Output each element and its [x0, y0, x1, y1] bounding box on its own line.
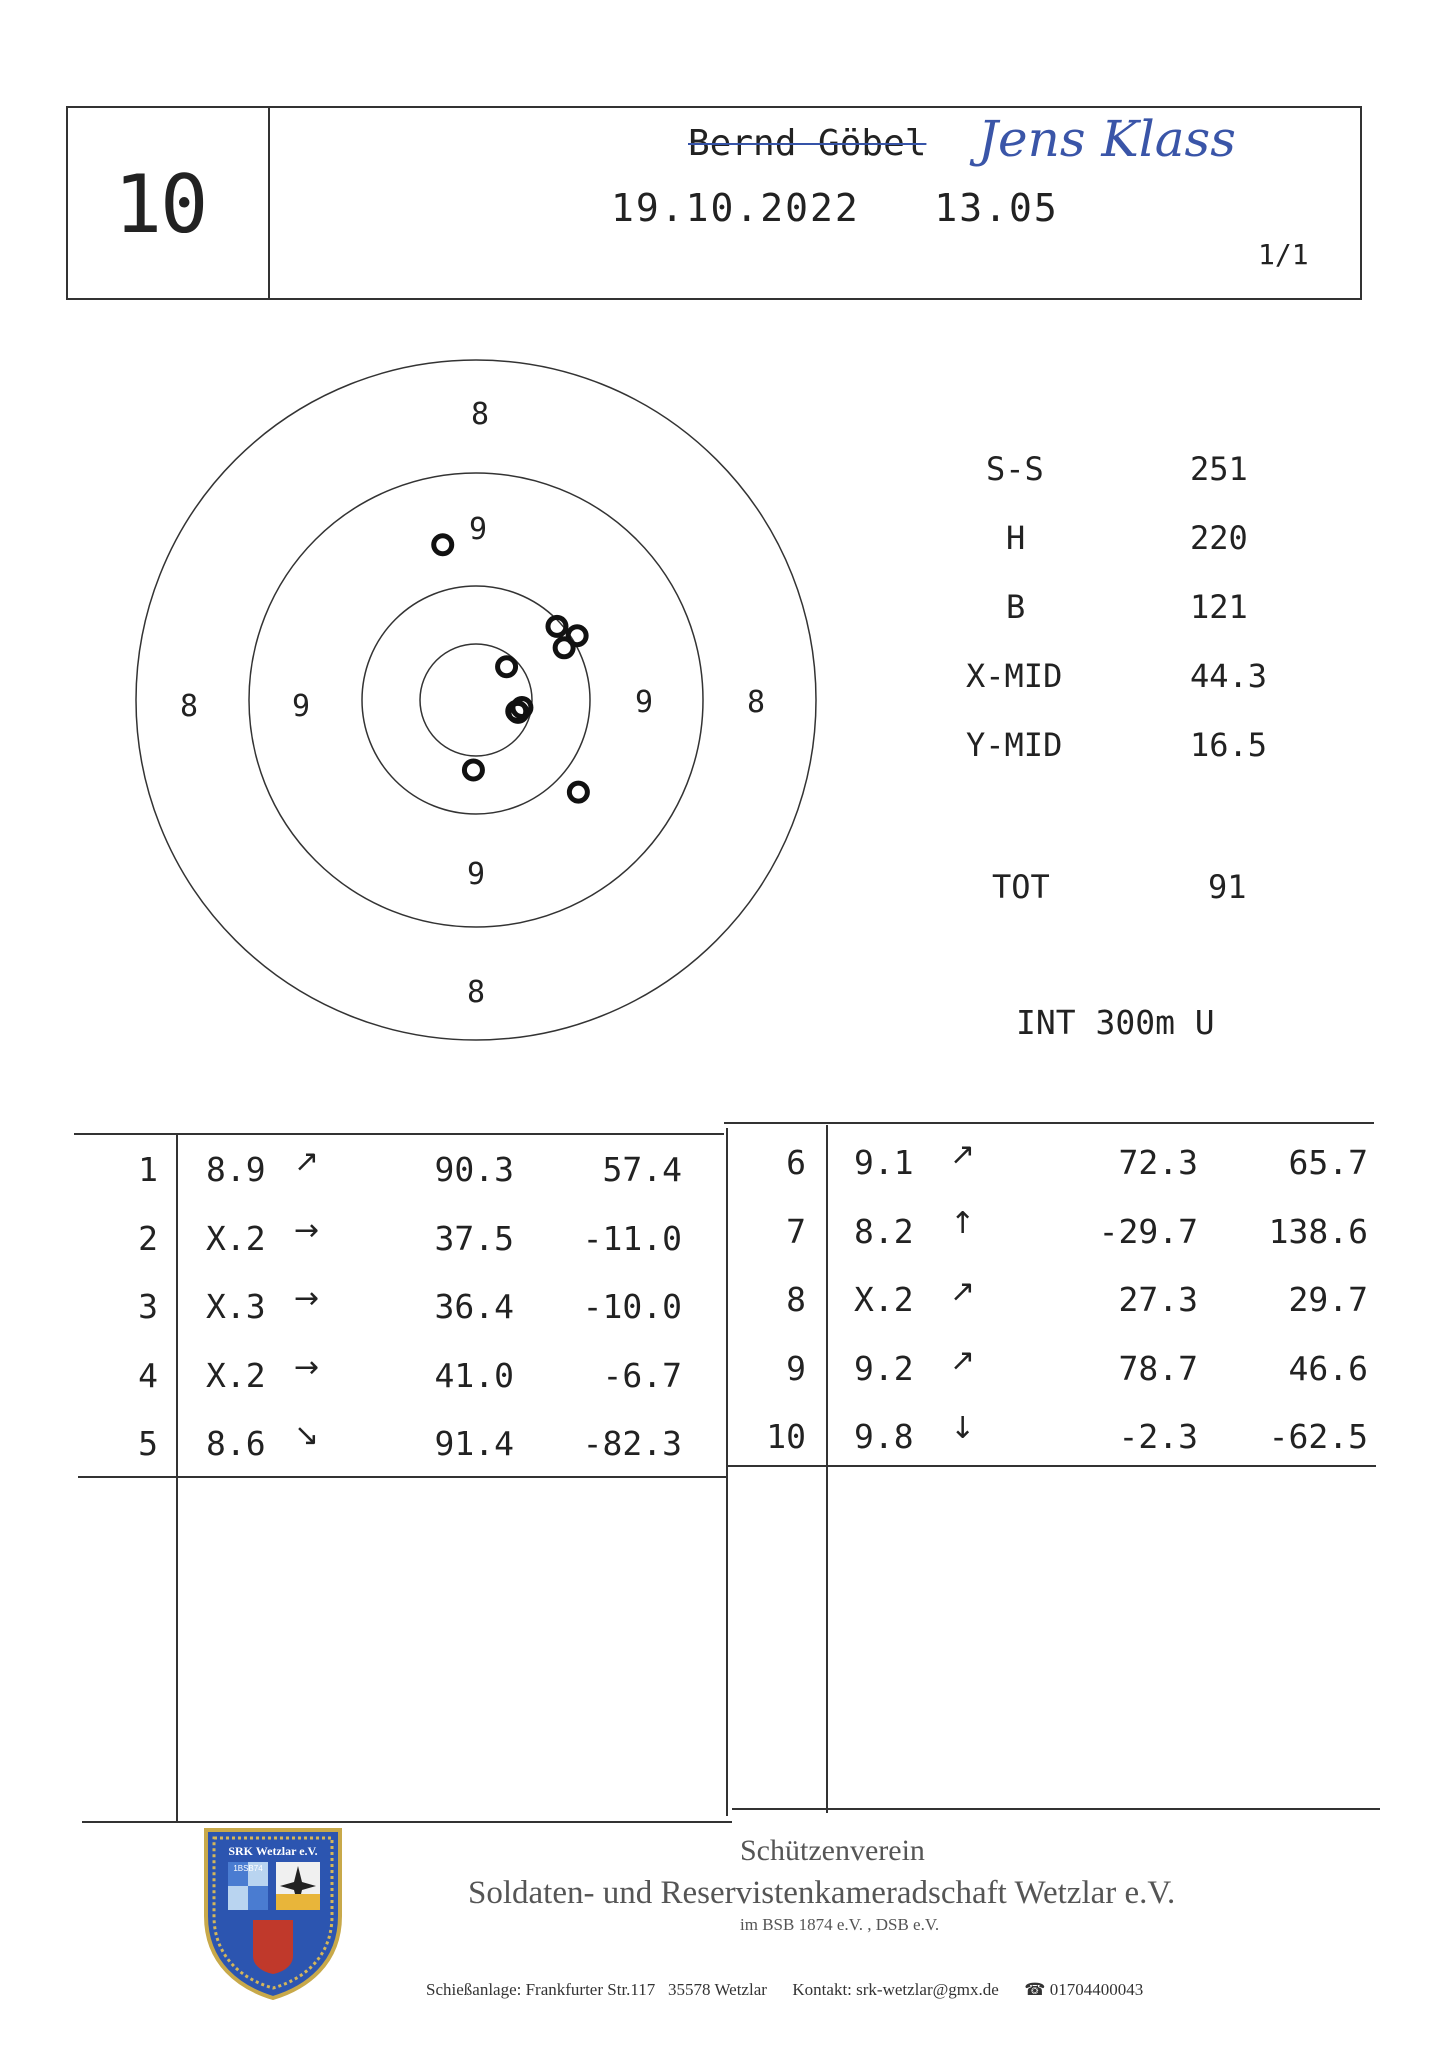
shot-number: 2 [138, 1218, 158, 1258]
shot-number: 4 [138, 1355, 158, 1395]
table-top-rule-left [74, 1133, 724, 1135]
stat-value: 44.3 [1190, 657, 1268, 695]
shot-number: 10 [766, 1417, 806, 1456]
stat-label: B [1006, 588, 1026, 626]
header-box [66, 106, 1362, 300]
shot-number: 3 [138, 1287, 158, 1326]
page-count: 1/1 [1258, 238, 1309, 271]
shot-y: -82.3 [582, 1424, 682, 1463]
discipline-label: INT 300m U [1016, 1003, 1215, 1042]
club-full-name: Soldaten- und Reservistenkameradschaft Wetzlar e.V. [468, 1875, 1176, 1911]
shot-score: 8.9 [206, 1150, 266, 1189]
shot-y: -10.0 [582, 1287, 682, 1326]
shot-mark-7 [434, 536, 452, 554]
shot-y: 57.4 [602, 1150, 682, 1189]
shot-direction-icon: ↗ [950, 1137, 976, 1172]
table-bottom-rule-left [82, 1821, 732, 1823]
shot-score: 9.1 [854, 1143, 914, 1182]
shot-direction-icon: ↘ [294, 1418, 320, 1453]
shot-x: -2.3 [1118, 1417, 1198, 1456]
shot-number: 6 [786, 1143, 806, 1182]
shot-direction-icon: ↓ [950, 1411, 976, 1446]
ring-label-top-8: 8 [471, 397, 490, 432]
shot-direction-icon: ↑ [950, 1205, 976, 1241]
shot-y: 65.7 [1288, 1143, 1368, 1182]
table-bottom-rule-right [732, 1808, 1380, 1810]
ring-outer [136, 360, 816, 1040]
club-association: im BSB 1874 e.V. , DSB e.V. [740, 1915, 940, 1934]
target-diagram [130, 350, 830, 1050]
stat-label: S-S [986, 450, 1044, 488]
shot-x: 90.3 [434, 1150, 514, 1189]
shot-y: 46.6 [1288, 1348, 1368, 1388]
shot-number: 7 [786, 1211, 806, 1251]
shot-y: -11.0 [582, 1218, 682, 1258]
shot-score: 8.2 [854, 1211, 914, 1251]
shot-x: 37.5 [434, 1218, 514, 1258]
shot-number: 1 [138, 1150, 158, 1189]
stat-label: Y-MID [966, 726, 1063, 764]
shot-y: 29.7 [1288, 1280, 1368, 1319]
shot-score: X.2 [206, 1355, 266, 1395]
shot-y: -6.7 [602, 1355, 682, 1395]
shot-score: 8.6 [206, 1424, 266, 1463]
ring-label-bottom-8: 8 [467, 975, 486, 1010]
total-value: 91 [1208, 868, 1247, 906]
ring-label-inner-9-top: 9 [469, 512, 488, 547]
table-vline-2 [726, 1128, 728, 1816]
shot-y: -62.5 [1268, 1417, 1368, 1456]
stat-label: H [1006, 519, 1026, 557]
shot-number: 8 [786, 1280, 806, 1319]
shot-direction-icon: ↗ [294, 1144, 320, 1179]
shot-direction-icon: → [294, 1281, 320, 1316]
shot-x: -29.7 [1098, 1211, 1198, 1251]
shot-number: 5 [138, 1424, 158, 1463]
table-vline-3 [826, 1125, 828, 1813]
stats-panel [960, 450, 1340, 1090]
total-label: TOT [992, 868, 1050, 906]
ring-label-left-8: 8 [180, 689, 199, 724]
handwritten-name: Jens Klass [978, 110, 1236, 168]
shot-x: 72.3 [1118, 1143, 1198, 1182]
shot-mark-5 [569, 783, 587, 801]
shot-mark-9 [555, 639, 573, 657]
shot-x: 41.0 [434, 1355, 514, 1395]
shot-number: 9 [786, 1348, 806, 1388]
shot-score: 9.2 [854, 1348, 914, 1388]
station-number: 10 [114, 158, 207, 251]
logo-sub: 1BSB74 [233, 1864, 263, 1873]
table-mid-rule-right [728, 1465, 1376, 1467]
stat-value: 16.5 [1190, 726, 1268, 764]
shot-score: X.2 [206, 1218, 266, 1258]
shot-x: 27.3 [1118, 1280, 1198, 1319]
table-top-rule-right [724, 1122, 1374, 1124]
shot-score: X.2 [854, 1280, 914, 1319]
footer-address: Schießanlage: Frankfurter Str.117 35578 Wetzlar Kontakt: srk-wetzlar@gmx.de ☎ 01704400043 [426, 1980, 1144, 1999]
shot-x: 91.4 [434, 1424, 514, 1463]
shot-y: 138.6 [1268, 1211, 1368, 1251]
club-logo [198, 1824, 348, 2000]
ring-label-right-9: 9 [635, 685, 654, 720]
ring-label-bottom-9: 9 [467, 857, 486, 892]
shot-direction-icon: ↗ [950, 1342, 976, 1378]
date-time: 19.10.2022 13.05 [611, 186, 1059, 230]
shot-score: X.3 [206, 1287, 266, 1326]
shot-mark-8 [498, 658, 516, 676]
stat-value: 220 [1190, 519, 1248, 557]
stat-value: 121 [1190, 588, 1248, 626]
table-vline-1 [176, 1133, 178, 1821]
table-mid-rule-left [78, 1476, 728, 1478]
shot-score: 9.8 [854, 1417, 914, 1456]
shots-layer [434, 536, 588, 801]
shot-direction-icon: → [294, 1349, 320, 1385]
stat-label: X-MID [966, 657, 1063, 695]
ring-label-right-8: 8 [747, 685, 766, 720]
shooter-name: Bernd Göbel [688, 123, 927, 164]
ring-label-left-9: 9 [292, 689, 311, 724]
shot-x: 36.4 [434, 1287, 514, 1326]
logo-text: SRK Wetzlar e.V. [228, 1844, 318, 1858]
shot-direction-icon: ↗ [950, 1274, 976, 1309]
header-divider [268, 108, 270, 298]
shot-direction-icon: → [294, 1212, 320, 1248]
club-name: Schützenverein [740, 1834, 925, 1867]
stat-value: 251 [1190, 450, 1248, 488]
shot-mark-10 [464, 761, 482, 779]
shot-x: 78.7 [1118, 1348, 1198, 1388]
